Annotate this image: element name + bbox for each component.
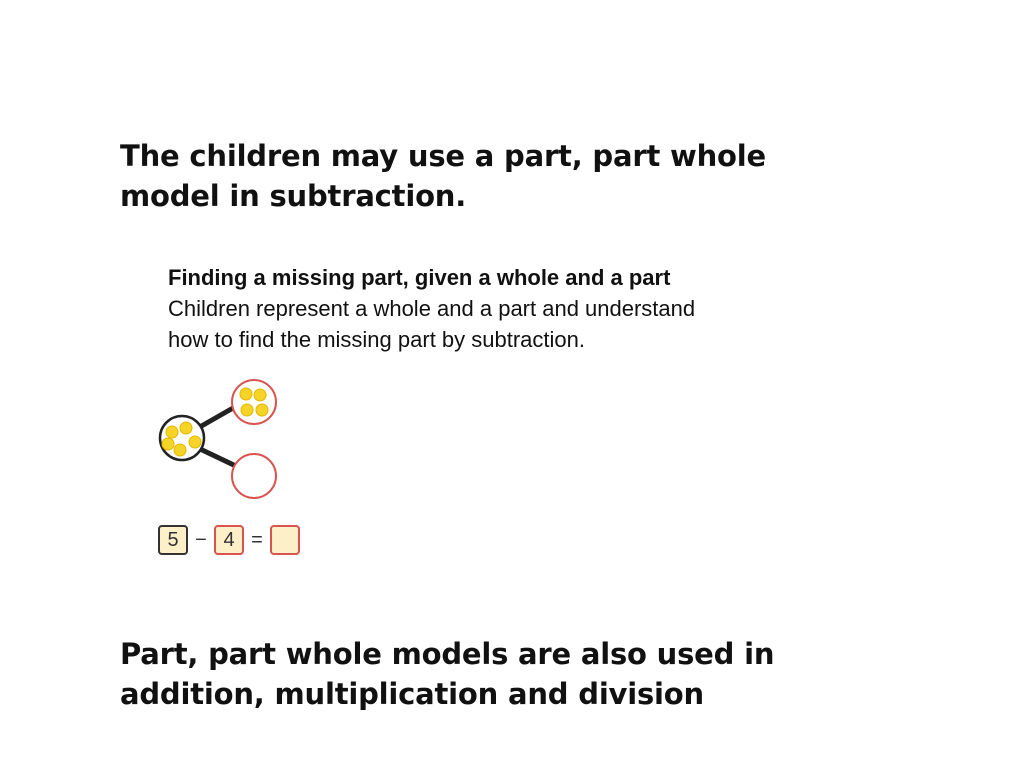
part-counter	[254, 389, 266, 401]
top-heading	[120, 136, 840, 216]
whole-counter	[174, 444, 186, 456]
part-circle-filled	[232, 380, 276, 424]
minus-sign: −	[195, 528, 207, 551]
answer-box[interactable]	[270, 525, 300, 555]
subtraction-equation	[158, 524, 300, 556]
part-circle-empty	[232, 454, 276, 498]
bottom-heading-line-1: Part, part whole models are also used in	[120, 637, 775, 671]
minuend-box: 5	[158, 525, 188, 555]
bottom-heading	[120, 634, 840, 714]
whole-counter	[162, 438, 174, 450]
whole-counter	[166, 426, 178, 438]
subtrahend-box: 4	[214, 525, 244, 555]
part-counter	[256, 404, 268, 416]
section-body-line-1: Children represent a whole and a part and understand	[168, 296, 696, 321]
whole-to-part-2-connector	[198, 448, 240, 468]
whole-counter	[180, 422, 192, 434]
part-counter	[240, 388, 252, 400]
missing-part-section	[168, 262, 828, 355]
bottom-heading-line-2: addition, multiplication and division	[120, 677, 704, 711]
whole-counter	[189, 436, 201, 448]
part-counter	[241, 404, 253, 416]
top-heading-line-1: The children may use a part, part whole	[120, 139, 766, 173]
equals-sign: =	[251, 528, 263, 551]
part-whole-diagram	[150, 372, 290, 507]
section-body-line-2: how to find the missing part by subtraction.	[168, 327, 585, 352]
section-title: Finding a missing part, given a whole and a part	[168, 265, 671, 290]
top-heading-line-2: model in subtraction.	[120, 179, 467, 213]
